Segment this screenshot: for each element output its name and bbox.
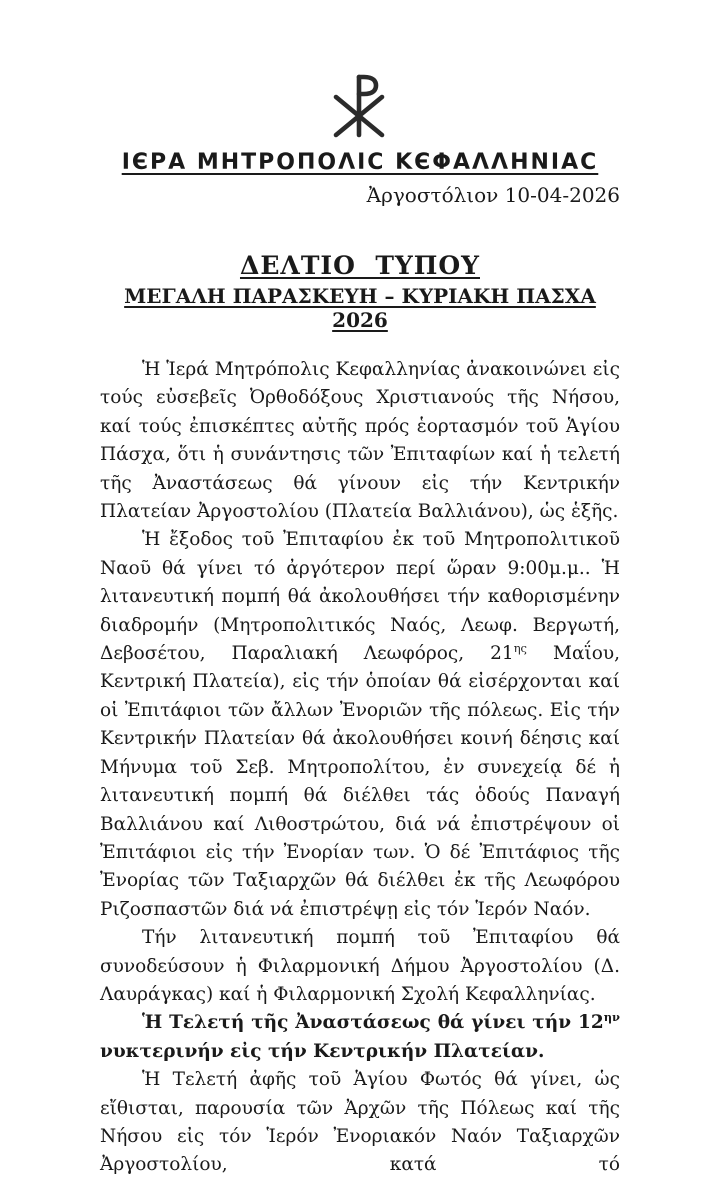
dateline: Ἀργοστόλιον 10-04-2026: [366, 183, 620, 207]
document-body: [100, 356, 620, 1180]
text-run: Μαΐου, Κεντρική Πλατεία), εἰς τήν ὁποίαν θά εἰσέρχονται καί οἱ Ἐπιτάφιοι τῶν ἄλλων Ἐνοριῶν τῆς πόλεως. Εἰς τήν Κεντρικήν Πλατείαν θά ἀκολουθήσει κοινή δέησις καί Μήνυμα τοῦ Σεβ. Μητροπολίτου, ἐν συνεχείᾳ δέ ἡ λιτανευτική πομπή θά διέλθει τάς ὁδούς Παναγή Βαλλιάνου καί Λιθοστρώτου, διά νά ἐπιστρέψουν οἱ Ἐπιτάφιοι εἰς τήν Ἐνορίαν των. Ὁ δέ Ἐπιτάφιος τῆς Ἐνορίας τῶν Ταξιαρχῶν θά διέλθει ἐκ τῆς Λεωφόρου Ριζοσπαστῶν διά νά ἐπιστρέψῃ εἰς τόν Ἱερόν Ναόν.: [100, 643, 620, 920]
paragraph-announcement: Ἡ Ἱερά Μητρόπολις Κεφαλληνίας ἀνακοινώνει εἰς τούς εὐσεβεῖς Ὀρθοδόξους Χριστιανούς τῆς Νήσου, καί τούς ἐπισκέπτες αὐτῆς πρός ἑορτασμόν τοῦ Ἁγίου Πάσχα, ὅτι ἡ συνάντησις τῶν Ἐπιταφίων καί ἡ τελετή τῆς Ἀναστάσεως θά γίνουν εἰς τήν Κεντρικήν Πλατείαν Ἀργοστολίου (Πλατεία Βαλλιάνου), ὡς ἑξῆς.: [100, 359, 620, 523]
text-run: Ἡ ἔξοδος τοῦ Ἐπιταφίου ἐκ τοῦ Μητροπολιτικοῦ Ναοῦ θά γίνει τό ἀργότερον περί ὥραν 9:00μ.μ.. Ἡ λιτανευτική πομπή θά ἀκολουθήσει τήν καθορισμένην διαδρομήν (Μητροπολιτικός Ναός, Λεωφ. Βεργωτή, Δεβοσέτου, Παραλιακή Λεωφόρος, 21: [100, 529, 620, 665]
text-run: νυκτερινήν εἰς τήν Κεντρικήν Πλατείαν.: [100, 1040, 545, 1062]
paragraph-holy-light: Ἡ Τελετή ἀφῆς τοῦ Ἁγίου Φωτός θά γίνει, ὡς εἴθισται, παρουσία τῶν Ἀρχῶν τῆς Πόλεως καί τῆς Νήσου εἰς τόν Ἱερόν Ἐνοριακόν Ναόν Ταξιαρχῶν Ἀργοστολίου, κατά τό: [100, 1069, 620, 1176]
text-run: Ἡ Τελετή τῆς Ἀναστάσεως θά γίνει τήν 12: [142, 1012, 604, 1034]
paragraph-resurrection-ceremony: [100, 1009, 620, 1066]
chi-rho-icon: [100, 74, 620, 138]
org-title: ΙЄΡΑ ΜΗΤΡΟΠΟΛΙC ΚЄΦΑΛΛΗΝΙΑC: [121, 150, 599, 175]
paragraph-philharmonic: Τήν λιτανευτική πομπή τοῦ Ἐπιταφίου θά συνοδεύσουν ἡ Φιλαρμονική Δήμου Ἀργοστολίου (Δ. Λαυράγκας) καί ἡ Φιλαρμονική Σχολή Κεφαλληνίας.: [100, 927, 620, 1005]
press-release-subtitle: ΜΕΓΑΛΗ ΠΑΡΑΣΚΕΥΗ – ΚΥΡΙΑΚΗ ΠΑΣΧΑ 2026: [124, 284, 596, 332]
ordinal-suffix: ης: [513, 640, 527, 655]
paragraph-epitaph-procession: [100, 526, 620, 924]
ordinal-suffix: ην: [603, 1010, 620, 1025]
press-release-title: ΔΕΛΤΙΟ ΤΥΠΟΥ: [239, 251, 480, 280]
